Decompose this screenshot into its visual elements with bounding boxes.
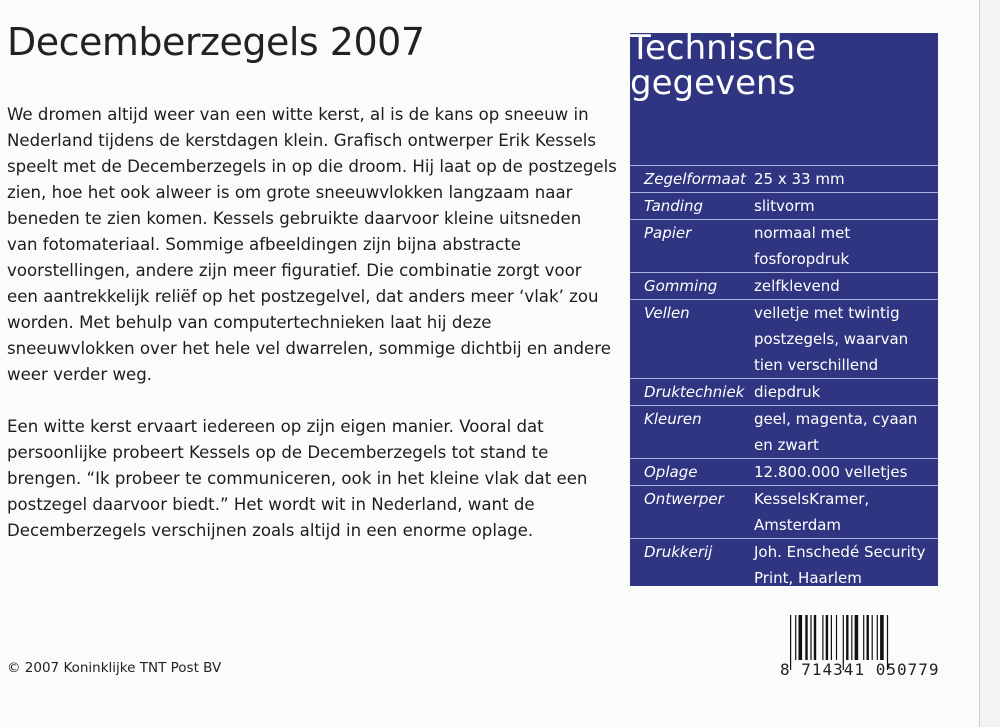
spec-row [630,272,938,299]
paragraph: Een witte kerst ervaart iedereen op zijn eigen manier. Vooral dat persoonlijke probeert Kessels op de Decemberzegels tot stand te brengen. “Ik probeer te communiceren, ook in het kleine vlak dat een postzegel daarvoor biedt.” Het wordt wit in Nederland, want de Decemberzegels verschijnen zoals altijd in een enorme oplage. [7,417,588,540]
spec-value: geel, magenta, cyaan en zwart [754,410,918,454]
barcode-bar [836,615,837,660]
paragraph: We dromen altijd weer van een witte kerst, al is de kans op sneeuw in Nederland tijdens de kerstdagen klein. Grafisch ontwerper Erik Kessels speelt met de Decemberzegels in op die droom. Hij laat op de postzegels zien, hoe het ook alweer is om grote sneeuwvlokken langzaam naar beneden te zien komen. Kessels gebruikte daarvoor kleine uitsneden van fotomateriaal. Sommige afbeeldingen zijn bijna abstracte voorstellingen, andere zijn meer figuratief. Die combinatie zorgt voor een aantrekkelijk reliëf op het postzegelvel, dat anders meer ‘vlak’ zou worden. Met behulp van computertechnieken laat hij deze sneeuwvlokken over het hele vel dwarrelen, sommige dichtbij en andere weer verder weg. [7,105,617,384]
spec-row [630,458,938,485]
spec-key: Zegelformaat [644,170,746,188]
spec-row [630,219,938,272]
barcode-bar [831,615,832,660]
spec-row [630,192,938,219]
spec-row [630,378,938,405]
body-text [7,102,617,570]
panel-title-line: Technische [630,28,817,68]
spec-value: 12.800.000 velletjes [754,463,908,481]
barcode-bar [872,615,873,660]
barcode-bar [805,615,807,660]
spec-key: Tanding [644,197,704,215]
spec-key: Druktechniek [644,383,745,401]
barcode-bar [822,615,823,660]
panel-title [628,28,817,103]
spec-key: Ontwerper [644,490,724,508]
barcode-bar [877,615,878,660]
spec-row [630,538,938,591]
spec-key: Oplage [644,463,698,481]
barcode-bar [826,615,828,660]
spec-value: Joh. Enschedé Security Print, Haarlem [754,543,926,587]
barcode-bar [814,615,816,660]
spec-key: Gomming [644,277,718,295]
spec-row [630,299,938,378]
barcode-bar [880,615,884,660]
spec-row [630,165,938,192]
barcode-bar [867,615,869,660]
spec-row [630,485,938,538]
page-edge [979,0,1000,727]
technical-data-panel [630,28,938,587]
spec-value: slitvorm [754,197,815,215]
spec-table [630,165,938,591]
barcode-digits: 8 714341 050779 [780,660,940,679]
spec-key: Papier [644,224,692,242]
spec-row [630,405,938,458]
spec-value: zelfklevend [754,277,840,295]
spec-value: normaal met fosforopdruk [754,224,851,268]
spec-value: diepdruk [754,383,821,401]
page-title: Decemberzegels 2007 [7,20,425,64]
barcode-bar [795,615,796,660]
barcode-bar [863,615,864,660]
spec-value: 25 x 33 mm [754,170,845,188]
barcode-bar [810,615,811,660]
copyright: © 2007 Koninklijke TNT Post BV [7,660,222,676]
panel-title-line: gegevens [630,63,796,103]
spec-value: velletje met twintig postzegels, waarvan tien verschillend [754,304,909,374]
barcode-bar [799,615,803,660]
barcode-bar [851,615,852,660]
spec-key: Kleuren [644,410,702,428]
spec-value: KesselsKramer, Amsterdam [754,490,870,534]
spec-key: Drukkerij [644,543,713,561]
barcode-bar [846,615,848,660]
barcode-bar [855,615,859,660]
spec-key: Vellen [644,304,690,322]
